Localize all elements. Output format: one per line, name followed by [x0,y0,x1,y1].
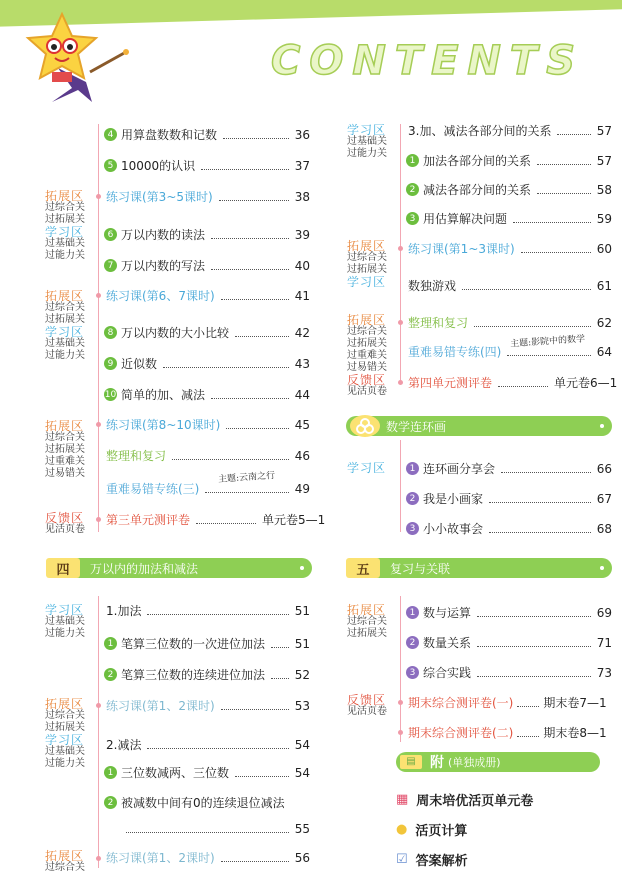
leader-dots [201,162,289,170]
leader-dots [221,702,289,710]
entry-title: 1.加法 [106,604,142,618]
entry-title: 练习课(第3~5课时) [106,190,213,204]
leader-dots [211,391,289,399]
timeline-dot [96,856,101,861]
entry-title: 练习课(第1~3课时) [408,242,515,256]
side-sub: 过拓展关 [347,338,387,349]
timeline-dot [398,320,403,325]
star-mascot-icon [22,10,132,106]
appendix-header[interactable] [396,752,600,772]
leader-dots [537,157,591,165]
leader-dots [517,699,539,707]
entry-title: 用算盘数数和记数 [121,128,218,142]
trefoil-icon [350,415,380,437]
page-number: 56 [294,850,310,865]
header-end-dot [600,424,604,428]
entry-title: 第四单元测评卷 [408,376,493,390]
lesson-number-icon: 1 [406,462,419,475]
entry-title: 2.减法 [106,738,142,752]
side-sub: 过能力关 [347,148,387,159]
side-sub: 过易错关 [45,468,85,479]
page-number: 62 [596,315,612,330]
side-sub: 过综合关 [45,202,85,213]
side-label-text: 反馈区 [347,693,387,707]
timeline-dot [96,703,101,708]
entry-title: 被减数中间有0的连续退位减法 [121,796,285,810]
timeline-line [400,440,401,532]
page-number: 57 [596,123,612,138]
unit-header[interactable] [46,558,312,578]
toc-entry[interactable] [406,520,612,537]
entry-title: 简单的加、减法 [121,388,206,402]
entry-title: 练习课(第8~10课时) [106,418,221,432]
side-label-text: 学习区 [45,225,85,239]
leader-dots [226,421,288,429]
page-number: 39 [294,227,310,242]
entry-title: 万以内数的写法 [121,259,206,273]
page-number: 52 [294,667,310,682]
page-number: 68 [596,521,612,536]
side-label-text: 拓展区 [347,313,387,327]
lesson-number-icon: 9 [104,357,117,370]
leader-dots [211,262,289,270]
page-number: 40 [294,258,310,273]
lesson-number-icon: 1 [406,606,419,619]
theme-note: 主题:云南之行 [217,471,276,485]
entry-title: 笔算三位数的连续进位加法 [121,668,266,682]
side-label-text: 拓展区 [45,189,85,203]
side-sub: 过拓展关 [45,214,85,225]
entry-title: 第三单元测评卷 [106,513,191,527]
entry-title: 数独游戏 [408,279,457,293]
page-number: 期末卷7—1 [543,696,607,710]
theme-note: 主题:影院中的数学 [509,334,586,350]
toc-entry[interactable] [106,447,310,464]
toc-entry[interactable] [104,666,310,683]
side-label-text: 反馈区 [347,373,387,387]
lightbulb-icon: ● [396,822,408,837]
side-sub: 见活页卷 [347,386,387,397]
side-label-expand [347,604,399,640]
entry-title: 近似数 [121,357,158,371]
contents-title: CONTENTS [270,38,584,84]
entry-title: 整理和复习 [408,316,469,330]
leader-dots [147,741,288,749]
entry-title: 重难易错专练(三) [106,482,200,496]
side-sub: 过拓展关 [45,314,85,325]
toc-entry[interactable] [408,343,612,360]
side-sub: 过综合关 [347,616,387,627]
appendix-item-title: 活页计算 [415,824,468,839]
leader-dots [462,282,591,290]
side-sub: 过基础关 [45,746,85,757]
lesson-number-icon: 3 [406,522,419,535]
header-banner [0,0,622,116]
page-number: 67 [596,491,612,506]
page-number: 54 [294,765,310,780]
side-label-text: 拓展区 [45,289,85,303]
lesson-number-icon: 5 [104,159,117,172]
page-number: 43 [294,356,310,371]
side-label-text: 学习区 [347,461,387,475]
toc-entry[interactable] [104,226,310,243]
page-number: 51 [294,603,310,618]
page-number: 66 [596,461,612,476]
side-sub: 过综合关 [347,252,387,263]
entry-title: 小小故事会 [423,522,484,536]
timeline-dot [96,293,101,298]
page-number: 44 [294,387,310,402]
timeline-dot [96,422,101,427]
page-number: 42 [294,325,310,340]
leader-dots [501,465,591,473]
side-label-expand [45,850,97,874]
side-sub: 过拓展关 [45,444,85,455]
page-number: 单元卷6—1 [554,376,618,390]
side-label-feedback [347,694,399,718]
leader-dots [271,640,289,648]
leader-dots [196,516,256,524]
timeline-line [98,124,99,532]
lesson-number-icon: 2 [406,183,419,196]
entry-title: 我是小画家 [423,492,484,506]
side-label-practice [347,124,399,160]
side-sub: 过拓展关 [45,722,85,733]
entry-title: 笔算三位数的一次进位加法 [121,637,266,651]
leader-dots [223,131,289,139]
side-label-practice [45,226,97,262]
side-label-expand [45,698,97,734]
entry-title: 3.加、减法各部分间的关系 [408,124,552,138]
side-sub: 过能力关 [45,350,85,361]
appendix-item-title: 答案解析 [415,854,468,869]
side-label-expand [45,290,97,326]
side-sub: 过综合关 [45,302,85,313]
side-sub: 过基础关 [45,616,85,627]
lesson-number-icon: 4 [104,128,117,141]
page-number: 36 [294,127,310,142]
page-number: 单元卷5—1 [262,513,326,527]
leader-dots [219,193,289,201]
leader-dots [147,607,288,615]
timeline-dot [398,730,403,735]
side-label-text: 学习区 [347,275,387,289]
leader-dots [477,639,591,647]
leader-dots [489,495,591,503]
entry-title: 三位数减两、三位数 [121,766,230,780]
side-label-text: 拓展区 [347,603,387,617]
entry-title: 练习课(第1、2课时) [106,699,215,713]
lesson-number-icon: 2 [104,796,117,809]
toc-entry[interactable] [106,602,310,619]
lesson-number-icon: 1 [406,154,419,167]
toc-entry[interactable] [106,287,310,304]
lesson-number-icon: 2 [104,668,117,681]
side-label-feedback [45,512,97,536]
lesson-number-icon: 7 [104,259,117,272]
page-number: 58 [596,182,612,197]
toc-entry[interactable] [408,240,612,257]
lesson-number-icon: 3 [406,666,419,679]
lesson-number-icon: 1 [104,637,117,650]
leader-dots [498,379,548,387]
page-number: 57 [596,153,612,168]
side-label-text: 拓展区 [45,849,85,863]
page-number: 64 [596,344,612,359]
toc-entry[interactable] [104,324,310,341]
toc-entry[interactable] [106,736,310,753]
timeline-line [400,124,401,384]
side-label-practice [45,734,97,770]
side-label-expand [347,314,399,374]
lesson-number-icon: 1 [104,766,117,779]
page-number: 55 [294,822,310,836]
side-label-text: 反馈区 [45,511,85,525]
unit-number: 五 [346,558,380,578]
appendix-item-title: 周末培优活页单元卷 [416,794,534,809]
toc-entry[interactable] [106,188,310,205]
toc-entry [120,822,310,836]
book-icon: ▤ [400,755,422,769]
lesson-number-icon: 2 [406,492,419,505]
side-label-expand [347,240,399,276]
section-header[interactable] [346,416,612,436]
toc-entry[interactable] [106,697,310,714]
side-label-expand [45,190,97,226]
side-label-practice [45,326,97,362]
leader-dots [513,215,591,223]
entry-title: 综合实践 [423,666,472,680]
side-label-practice [347,462,399,474]
header-end-dot [300,566,304,570]
leader-dots [521,245,591,253]
page-number: 71 [596,635,612,650]
side-sub: 见活页卷 [347,706,387,717]
side-sub: 见活页卷 [45,524,85,535]
toc-entry[interactable] [406,604,612,621]
toc-entry[interactable] [408,277,612,294]
calendar-icon: ▦ [396,792,409,807]
side-sub: 过能力关 [45,250,85,261]
timeline-dot [398,380,403,385]
page-number: 46 [294,448,310,463]
side-label-text: 学习区 [45,603,85,617]
timeline-dot [398,700,403,705]
side-sub: 过基础关 [347,136,387,147]
timeline-dot [398,246,403,251]
side-label-expand [45,420,97,480]
page-number: 59 [596,211,612,226]
leader-dots [557,127,590,135]
toc-entry[interactable] [406,664,612,681]
leader-dots [172,452,289,460]
header-end-dot [600,566,604,570]
leader-dots [126,825,289,833]
side-label-practice [347,276,399,288]
entry-title: 万以内数的大小比较 [121,326,230,340]
lesson-number-icon: 6 [104,228,117,241]
side-sub: 过基础关 [45,238,85,249]
page-number: 41 [294,288,310,303]
leader-dots [163,360,289,368]
leader-dots [235,329,289,337]
leader-dots [537,186,591,194]
side-sub: 过重难关 [347,350,387,361]
appendix-item[interactable] [396,790,533,809]
leader-dots [507,348,590,356]
lesson-number-icon: 3 [406,212,419,225]
toc-entry[interactable] [406,634,612,651]
toc-entry[interactable] [106,511,326,528]
leader-dots [221,292,289,300]
side-label-practice [45,604,97,640]
side-label-text: 拓展区 [45,419,85,433]
page-number: 49 [294,481,310,496]
lesson-number-icon: 10 [104,389,117,400]
toc-entry[interactable] [104,257,310,274]
entry-title: 数量关系 [423,636,472,650]
toc-entry[interactable] [408,694,612,711]
side-sub: 过综合关 [45,432,85,443]
section-title: 数学连环画 [386,419,447,434]
toc-entry[interactable] [406,210,612,227]
page-number: 73 [596,665,612,680]
side-sub: 过综合关 [45,710,85,721]
side-sub: 过综合关 [347,326,387,337]
entry-title: 加法各部分间的关系 [423,154,532,168]
entry-title: 期末综合测评卷(二) [408,726,514,740]
page-number: 61 [596,278,612,293]
side-sub: 过基础关 [45,338,85,349]
leader-dots [221,854,289,862]
side-label-text: 拓展区 [347,239,387,253]
toc-entry[interactable] [106,416,310,433]
leader-dots [477,669,591,677]
side-sub: 过拓展关 [347,264,387,275]
lesson-number-icon: 8 [104,326,117,339]
page-number: 38 [294,189,310,204]
entry-title: 期末综合测评卷(一) [408,696,514,710]
page-number: 51 [294,636,310,651]
page-number: 69 [596,605,612,620]
unit-title: 复习与关联 [390,561,451,576]
unit-header[interactable] [346,558,612,578]
toc-entry[interactable] [104,355,310,372]
entry-title: 10000的认识 [121,159,196,173]
page-number: 37 [294,158,310,173]
page-number: 54 [294,737,310,752]
appendix-item[interactable] [396,850,468,869]
entry-title: 减法各部分间的关系 [423,183,532,197]
page-number: 期末卷8—1 [543,726,607,740]
entry-title: 数与运算 [423,606,472,620]
leader-dots [489,525,591,533]
entry-title: 练习课(第1、2课时) [106,851,215,865]
entry-title: 练习课(第6、7课时) [106,289,215,303]
entry-title: 万以内数的读法 [121,228,206,242]
timeline-dot [96,517,101,522]
page-number: 53 [294,698,310,713]
side-sub: 过易错关 [347,362,387,373]
leader-dots [477,609,591,617]
toc-entry[interactable] [408,724,612,741]
toc-entry[interactable] [104,764,310,781]
check-icon: ☑ [396,852,408,867]
page-number: 60 [596,241,612,256]
toc-entry[interactable] [104,794,310,811]
toc-entry[interactable] [104,126,310,143]
toc-entry[interactable] [106,849,310,866]
side-label-text: 学习区 [347,123,387,137]
toc-entry[interactable] [406,181,612,198]
leader-dots [205,485,288,493]
side-sub: 过重难关 [45,456,85,467]
toc-entry[interactable] [406,490,612,507]
side-sub: 过综合关 [45,862,85,873]
unit-number: 四 [46,558,80,578]
toc-entry[interactable] [406,152,612,169]
entry-title: 用估算解决问题 [423,212,508,226]
toc-entry[interactable] [106,480,310,497]
timeline-dot [96,194,101,199]
toc-entry[interactable] [408,122,612,139]
entry-title: 重难易错专练(四) [408,345,502,359]
appendix-title: 附 [430,755,444,771]
leader-dots [474,319,591,327]
entry-title: 整理和复习 [106,449,167,463]
toc-entry[interactable] [408,314,612,331]
leader-dots [211,231,289,239]
page-number: 45 [294,417,310,432]
side-label-text: 学习区 [45,325,85,339]
side-label-text: 拓展区 [45,697,85,711]
appendix-sub: (单独成册) [448,756,501,769]
entry-title: 连环画分享会 [423,462,496,476]
side-sub: 过拓展关 [347,628,387,639]
side-label-text: 学习区 [45,733,85,747]
toc-entry[interactable] [104,386,310,403]
timeline-line [98,596,99,868]
unit-title: 万以内的加法和减法 [90,561,199,576]
side-sub: 过能力关 [45,758,85,769]
leader-dots [517,729,539,737]
lesson-number-icon: 2 [406,636,419,649]
leader-dots [235,769,289,777]
leader-dots [271,671,289,679]
side-label-feedback [347,374,399,398]
toc-entry[interactable] [408,374,618,391]
side-sub: 过能力关 [45,628,85,639]
toc-entry[interactable] [104,635,310,652]
toc-entry[interactable] [104,157,310,174]
timeline-line [400,596,401,742]
toc-entry[interactable] [406,460,612,477]
appendix-item[interactable] [396,820,467,839]
